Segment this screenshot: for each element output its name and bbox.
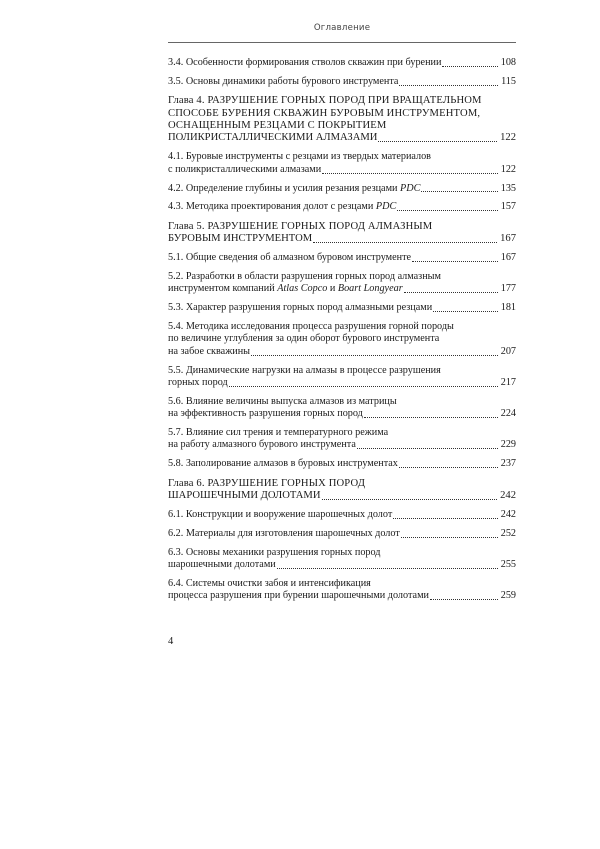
toc-entry-title [168,528,400,540]
toc-entry-text: на эффективность разрушения горных пород [168,408,363,420]
toc-entry-last-line [168,590,516,602]
toc-entry-title [168,590,429,602]
dot-leader [399,85,498,86]
dot-leader [401,537,498,538]
toc-entry-title [168,283,403,295]
toc-entry-title [168,132,377,144]
dot-leader [277,568,498,569]
toc-entry-text: и [329,283,336,295]
toc-entry-title [168,183,420,195]
dot-leader [378,141,497,142]
toc-entry-line: СПОСОБЕ БУРЕНИЯ СКВАЖИН БУРОВЫМ ИНСТРУМЕНТОМ, [168,107,481,119]
toc-page-number: 115 [501,75,516,87]
dot-leader [322,173,498,174]
toc-entry-text: на забое скважины [168,345,250,357]
dot-leader [313,242,497,243]
toc-page-number: 181 [500,302,516,314]
dot-leader [229,386,498,387]
toc-entry-text: 6.2. Материалы для изготовления шарошечных долот [168,527,400,539]
toc-entry-title [168,201,396,213]
dot-leader [421,191,497,192]
toc-section-entry[interactable] [168,321,516,358]
toc-section-entry[interactable] [168,302,516,314]
toc-section-entry[interactable] [168,547,516,572]
toc-entry-last-line [168,377,516,389]
toc-entry-italic-term: Boart Longyear [337,283,403,295]
toc-entry-line: 5.7. Влияние сил трения и температурного режима [168,427,389,439]
toc-page-number: 237 [500,458,516,470]
toc-entry-line: 5.4. Методика исследования процесса разрушения горной породы [168,321,454,333]
toc-section-entry[interactable] [168,458,516,470]
dot-leader [404,292,498,293]
toc-entry-text: 3.4. Особенности формирования стволов скважин при бурении [168,57,442,68]
toc-entry-text: горных пород [168,376,228,388]
toc-page-number: 108 [500,57,516,68]
toc-entry-last-line [168,346,516,358]
toc-entry-last-line [168,132,516,144]
toc-entry-text: 5.1. Общие сведения об алмазном буровом инструменте [168,252,412,264]
toc-section-entry[interactable] [168,271,516,296]
toc-entry-line: 5.6. Влияние величины выпуска алмазов из матрицы [168,395,397,407]
dot-leader [393,518,497,519]
toc-entry-text: инструментом компаний [168,283,275,295]
toc-entry-line: по величине углубления за один оборот бурового инструмента [168,333,440,345]
toc-page-number: 167 [500,252,516,264]
toc-entry-last-line [168,302,516,314]
toc-entry-last-line [168,528,516,540]
dot-leader [251,355,498,356]
toc-entry-last-line [168,164,516,176]
toc-entry-title [168,233,312,245]
toc-section-entry[interactable] [168,252,516,264]
toc-page-number: 252 [500,527,516,539]
dot-leader [399,467,498,468]
toc-chapter-entry[interactable] [168,221,516,246]
toc-chapter-entry[interactable] [168,478,516,503]
dot-leader [433,311,498,312]
toc-entry-last-line [168,408,516,420]
toc-section-entry[interactable] [168,509,516,521]
toc-entry-last-line [168,509,516,521]
dot-leader [430,599,498,600]
toc-page-number: 122 [500,163,516,175]
toc-entry-text: 4.3. Методика проектирования долот с резцами [168,201,374,213]
toc-entry-title [168,164,321,176]
toc-entry-title [168,490,321,502]
toc-entry-line: Глава 5. РАЗРУШЕНИЕ ГОРНЫХ ПОРОД АЛМАЗНЫМ [168,220,433,232]
dot-leader [357,448,498,449]
toc-entry-line: Глава 6. РАЗРУШЕНИЕ ГОРНЫХ ПОРОД [168,477,366,489]
toc-section-entry[interactable] [168,151,516,176]
toc-entry-text: с поликристаллическими алмазами [168,163,322,175]
toc-entry-last-line [168,439,516,451]
toc-page-number: 135 [500,182,516,194]
toc-entry-last-line [168,57,516,69]
toc-page-number: 259 [500,590,516,602]
dot-leader [364,417,498,418]
toc-entry-line: 6.3. Основы механики разрушения горных пород [168,546,381,558]
toc-entry-title [168,76,398,88]
toc-entry-text: 5.8. Заполирование алмазов в буровых инструментах [168,458,398,470]
toc-page-number: 224 [500,408,516,420]
toc-entry-line: 4.1. Буровые инструменты с резцами из твердых материалов [168,151,431,163]
toc-section-entry[interactable] [168,76,516,88]
toc-entry-italic-term: Atlas Copco [277,283,328,295]
toc-entry-title [168,458,398,470]
toc-entry-title [168,346,250,358]
toc-entry-text: 6.1. Конструкции и вооружение шарошечных долот [168,508,393,520]
toc-entry-text: шарошечными долотами [168,558,276,570]
header-rule [168,42,516,43]
toc-entry-text: 3.5. Основы динамики работы бурового инструмента [168,75,399,87]
toc-entry-title [168,302,432,314]
toc-entry-text: 4.2. Определение глубины и усилия резания резцами [168,182,398,194]
toc-entry-last-line [168,559,516,571]
toc-entry-line: 5.2. Разработки в области разрушения горных пород алмазным [168,271,441,283]
toc-entry-last-line [168,201,516,213]
toc-entry-last-line [168,458,516,470]
toc-entry-title [168,57,441,69]
toc-section-entry[interactable] [168,57,516,69]
toc-section-entry[interactable] [168,427,516,452]
toc-page-number: 229 [500,439,516,451]
toc-entry-text: ШАРОШЕЧНЫМИ ДОЛОТАМИ [168,489,321,501]
toc-page-number: 122 [500,132,516,144]
toc-entry-last-line [168,233,516,245]
toc-entry-line: ОСНАЩЕННЫМ РЕЗЦАМИ С ПОКРЫТИЕМ [168,120,387,131]
toc-section-entry[interactable] [168,396,516,421]
toc-entry-title [168,408,363,420]
toc-section-entry[interactable] [168,365,516,390]
toc-entry-title [168,377,228,389]
toc-entry-text: БУРОВЫМ ИНСТРУМЕНТОМ [168,233,313,245]
toc-entry-title [168,439,356,451]
toc-page-number: 242 [500,489,516,501]
toc-entry-title [168,252,411,264]
running-header: Оглавление [313,23,371,33]
toc-section-entry[interactable] [168,183,516,195]
dot-leader [412,261,498,262]
table-of-contents [168,57,516,609]
toc-entry-text: ПОЛИКРИСТАЛЛИЧЕСКИМИ АЛМАЗАМИ [168,132,378,144]
toc-entry-text: процесса разрушения при бурении шарошечными долотами [168,590,429,602]
toc-chapter-entry[interactable] [168,95,516,145]
toc-entry-last-line [168,252,516,264]
toc-entry-last-line [168,490,516,502]
toc-entry-line: 5.5. Динамические нагрузки на алмазы в процессе разрушения [168,364,441,376]
dot-leader [442,66,497,67]
toc-entry-line: 6.4. Системы очистки забоя и интенсификация [168,577,371,589]
toc-page-number: 207 [500,345,516,357]
toc-page-number: 217 [500,376,516,388]
toc-entry-last-line [168,283,516,295]
toc-entry-text: на работу алмазного бурового инструмента [168,439,356,451]
dot-leader [397,210,497,211]
toc-page-number: 157 [500,201,516,213]
toc-page-number: 242 [500,508,516,520]
toc-entry-text: 5.3. Характер разрушения горных пород алмазными резцами [168,302,433,314]
toc-entry-italic-term: PDC [375,201,397,213]
toc-section-entry[interactable] [168,528,516,540]
toc-entry-title [168,559,276,571]
toc-page-number: 167 [500,233,516,245]
toc-section-entry[interactable] [168,201,516,213]
toc-entry-italic-term: PDC [400,182,421,194]
toc-page-number: 177 [500,283,516,295]
toc-entry-last-line [168,183,516,195]
toc-entry-last-line [168,76,516,88]
dot-leader [322,499,498,500]
page-number: 4 [168,636,174,647]
toc-section-entry[interactable] [168,578,516,603]
toc-entry-title [168,509,392,521]
toc-page-number: 255 [500,558,516,570]
toc-entry-line: Глава 4. РАЗРУШЕНИЕ ГОРНЫХ ПОРОД ПРИ ВРАЩАТЕЛЬНОМ [168,95,482,107]
